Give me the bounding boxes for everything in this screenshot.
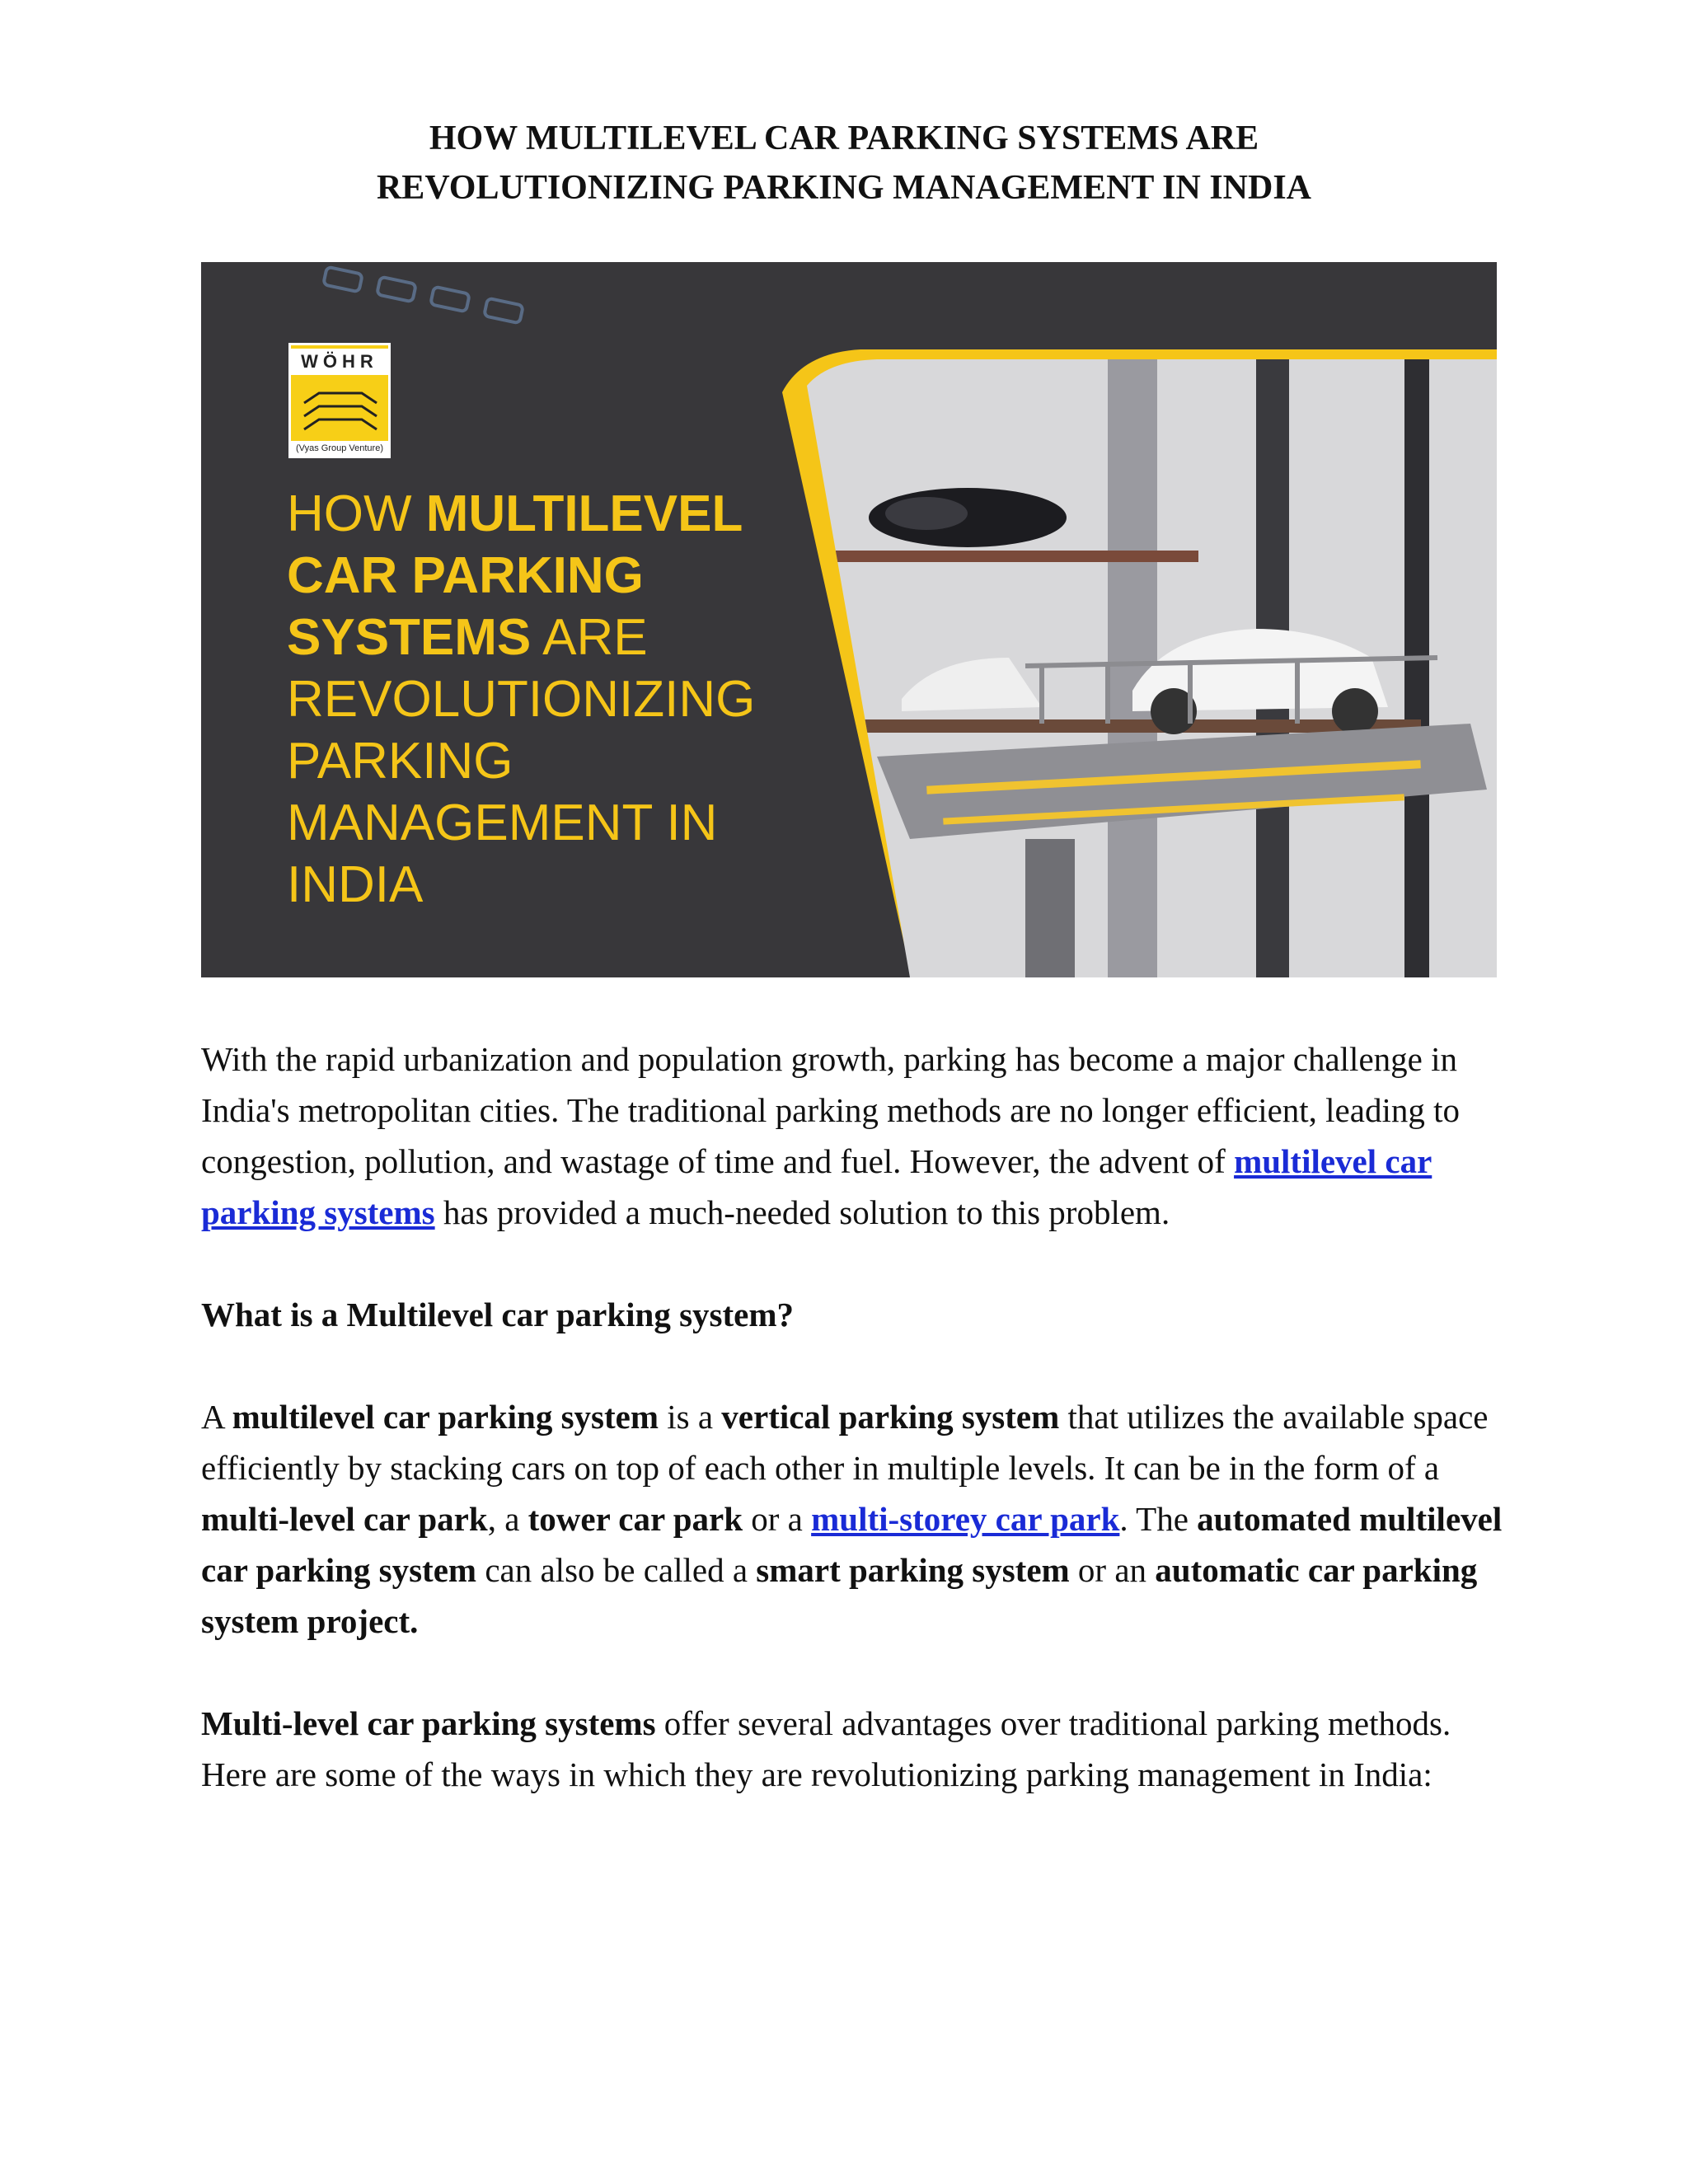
banner-line-7: INDIA: [287, 856, 424, 913]
banner-line-1a: HOW: [287, 485, 426, 542]
banner-line-3a: SYSTEMS: [287, 609, 532, 666]
parking-levels-icon: [302, 382, 378, 436]
def-bold-7: automatic car parking system project.: [201, 1551, 1478, 1640]
def-bold-3: multi-level car park: [201, 1500, 488, 1538]
def-bold-2: vertical parking system: [721, 1398, 1060, 1436]
page-title-line-1: HOW MULTILEVEL CAR PARKING SYSTEMS ARE: [429, 120, 1259, 157]
advantages-paragraph: [201, 1698, 1503, 1800]
intro-text-1: With the rapid urbanization and population growth, parking has become a major challenge in India's metropolitan cities. The traditional parking methods are no longer efficient, leading to congestion, pollution, and wastage of time and fuel. However, the advent of: [201, 1040, 1460, 1180]
banner-line-4: REVOLUTIONIZING: [287, 671, 756, 728]
page-title: [0, 114, 1688, 213]
def-bold-5: automated multilevel car parking system: [201, 1500, 1503, 1589]
multi-storey-car-park-link[interactable]: multi-storey car park: [811, 1500, 1120, 1538]
banner-line-3b: ARE: [531, 609, 648, 666]
intro-text-2: has provided a much-needed solution to this problem.: [434, 1193, 1170, 1231]
article-body: [201, 1033, 1503, 1851]
section-heading: What is a Multilevel car parking system?: [201, 1296, 794, 1333]
def-text-4: , a: [487, 1500, 528, 1538]
def-text-7: can also be called a: [476, 1551, 757, 1589]
logo-subtitle: (Vyas Group Venture): [291, 441, 388, 456]
logo-name: WÖHR: [291, 349, 388, 375]
def-bold-1: multilevel car parking system: [232, 1398, 659, 1436]
intro-paragraph: [201, 1033, 1503, 1238]
adv-bold-1: Multi-level car parking systems: [201, 1704, 656, 1742]
def-text-5: or a: [743, 1500, 812, 1538]
banner-line-5: PARKING: [287, 733, 513, 790]
banner-headline: [287, 483, 798, 916]
banner-line-1b: MULTILEVEL: [425, 485, 743, 542]
adv-text-1: offer several advantages over traditional parking methods. Here are some of the ways in which they are revolutionizing parking management in India:: [201, 1704, 1451, 1793]
def-text-3: that utilizes the available space efficiently by stacking cars on top of each other in multiple levels. It can be in the form of a: [201, 1398, 1489, 1487]
banner-image: [201, 262, 1497, 977]
page-title-line-2: REVOLUTIONIZING PARKING MANAGEMENT IN INDIA: [376, 169, 1312, 207]
def-text-6: . The: [1119, 1500, 1198, 1538]
multilevel-parking-link[interactable]: multilevel car parking systems: [201, 1142, 1432, 1231]
definition-paragraph: [201, 1391, 1503, 1647]
def-text-2: is a: [659, 1398, 722, 1436]
def-text-1: A: [201, 1398, 232, 1436]
banner-line-6: MANAGEMENT IN: [287, 794, 718, 851]
def-bold-4: tower car park: [528, 1500, 743, 1538]
banner-line-2: CAR PARKING: [287, 547, 644, 604]
wohr-logo: [288, 343, 391, 458]
def-text-8: or an: [1069, 1551, 1156, 1589]
def-bold-6: smart parking system: [756, 1551, 1070, 1589]
